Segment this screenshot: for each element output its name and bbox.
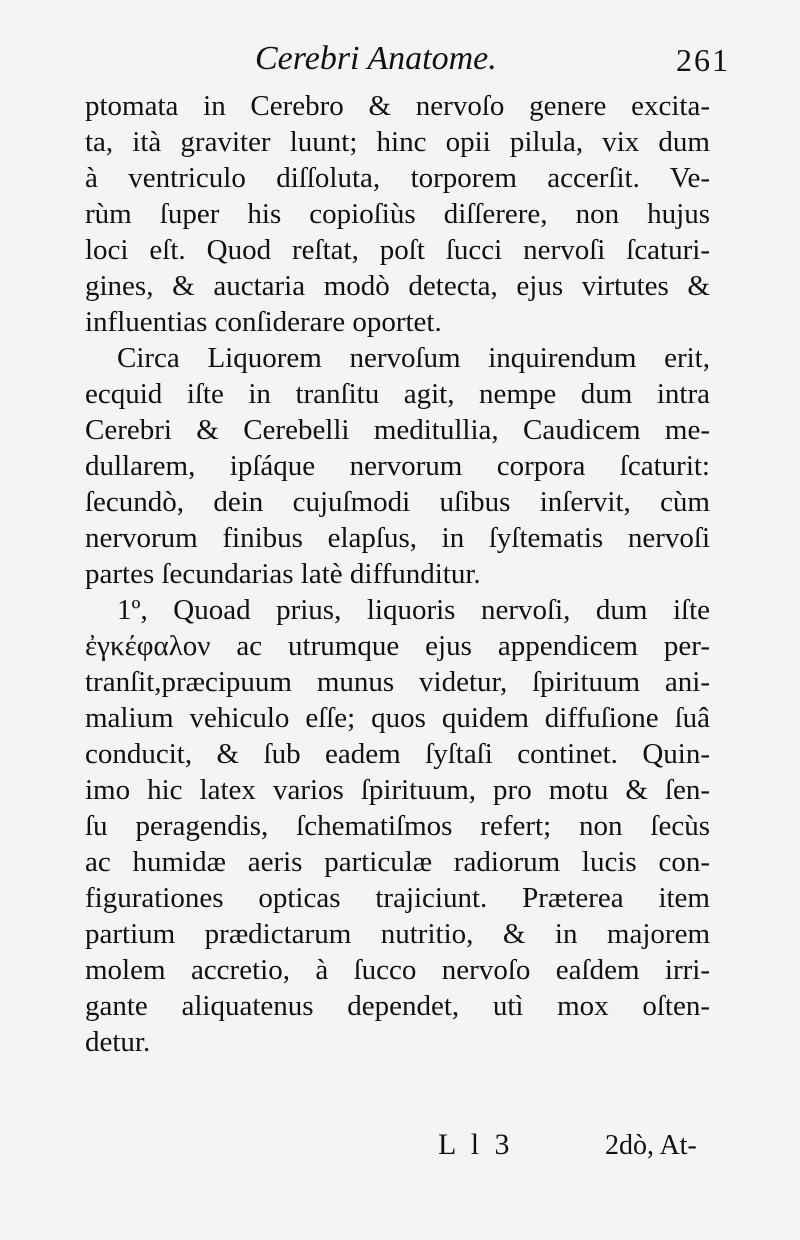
text-line: conducit, & ſub eadem ſyſtaſi continet. Quin-	[85, 738, 710, 770]
text-line: malium vehiculo eſſe; quos quidem diffuſione ſuâ	[85, 702, 710, 734]
text-line: nervorum finibus elapſus, in ſyſtematis nervoſi	[85, 522, 710, 554]
text-line: rùm ſuper his copioſiùs diſſerere, non hujus	[85, 198, 710, 230]
text-line: dullarem, ipſáque nervorum corpora ſcaturit:	[85, 450, 710, 482]
text-line: ac humidæ aeris particulæ radiorum lucis con-	[85, 846, 710, 878]
text-line: ἐγκέφαλον ac utrumque ejus appendicem per-	[85, 630, 710, 662]
text-line: partes ſecundarias latè diffunditur.	[85, 558, 481, 590]
text-line: figurationes opticas trajiciunt. Præterea item	[85, 882, 710, 914]
body-text	[85, 88, 710, 1060]
text-line: tranſit,præcipuum munus videtur, ſpirituum ani-	[85, 666, 710, 698]
text-line: ta, ità graviter luunt; hinc opii pilula, vix dum	[85, 126, 710, 158]
page-header	[0, 40, 800, 90]
page-footer	[0, 1128, 800, 1178]
running-title: Cerebri Anatome.	[255, 40, 497, 77]
text-line: Circa Liquorem nervoſum inquirendum erit,	[117, 342, 710, 374]
text-line: influentias conſiderare oportet.	[85, 306, 442, 338]
text-line: ecquid iſte in tranſitu agit, nempe dum intra	[85, 378, 710, 410]
text-line: detur.	[85, 1026, 151, 1058]
text-line: Cerebri & Cerebelli meditullia, Caudicem me-	[85, 414, 710, 446]
text-line: ſu peragendis, ſchematiſmos refert; non ſecùs	[85, 810, 710, 842]
text-line: molem accretio, à ſucco nervoſo eaſdem irri-	[85, 954, 710, 986]
text-line: partium prædictarum nutritio, & in majorem	[85, 918, 710, 950]
text-line: gines, & auctaria modò detecta, ejus virtutes &	[85, 270, 710, 302]
text-line: imo hic latex varios ſpirituum, pro motu & ſen-	[85, 774, 710, 806]
text-line: à ventriculo diſſoluta, torporem accerſit. Ve-	[85, 162, 710, 194]
text-line: ſecundò, dein cujuſmodi uſibus inſervit, cùm	[85, 486, 710, 518]
text-line: 1º, Quoad prius, liquoris nervoſi, dum iſte	[117, 594, 710, 626]
catchword: 2dò, At-	[605, 1130, 697, 1161]
page-number: 261	[676, 42, 730, 78]
text-line: loci eſt. Quod reſtat, poſt ſucci nervoſi ſcaturi-	[85, 234, 710, 266]
signature-mark: L l 3	[438, 1128, 514, 1161]
text-line: ptomata in Cerebro & nervoſo genere excita-	[85, 90, 710, 122]
text-line: gante aliquatenus dependet, utì mox oſten-	[85, 990, 710, 1022]
